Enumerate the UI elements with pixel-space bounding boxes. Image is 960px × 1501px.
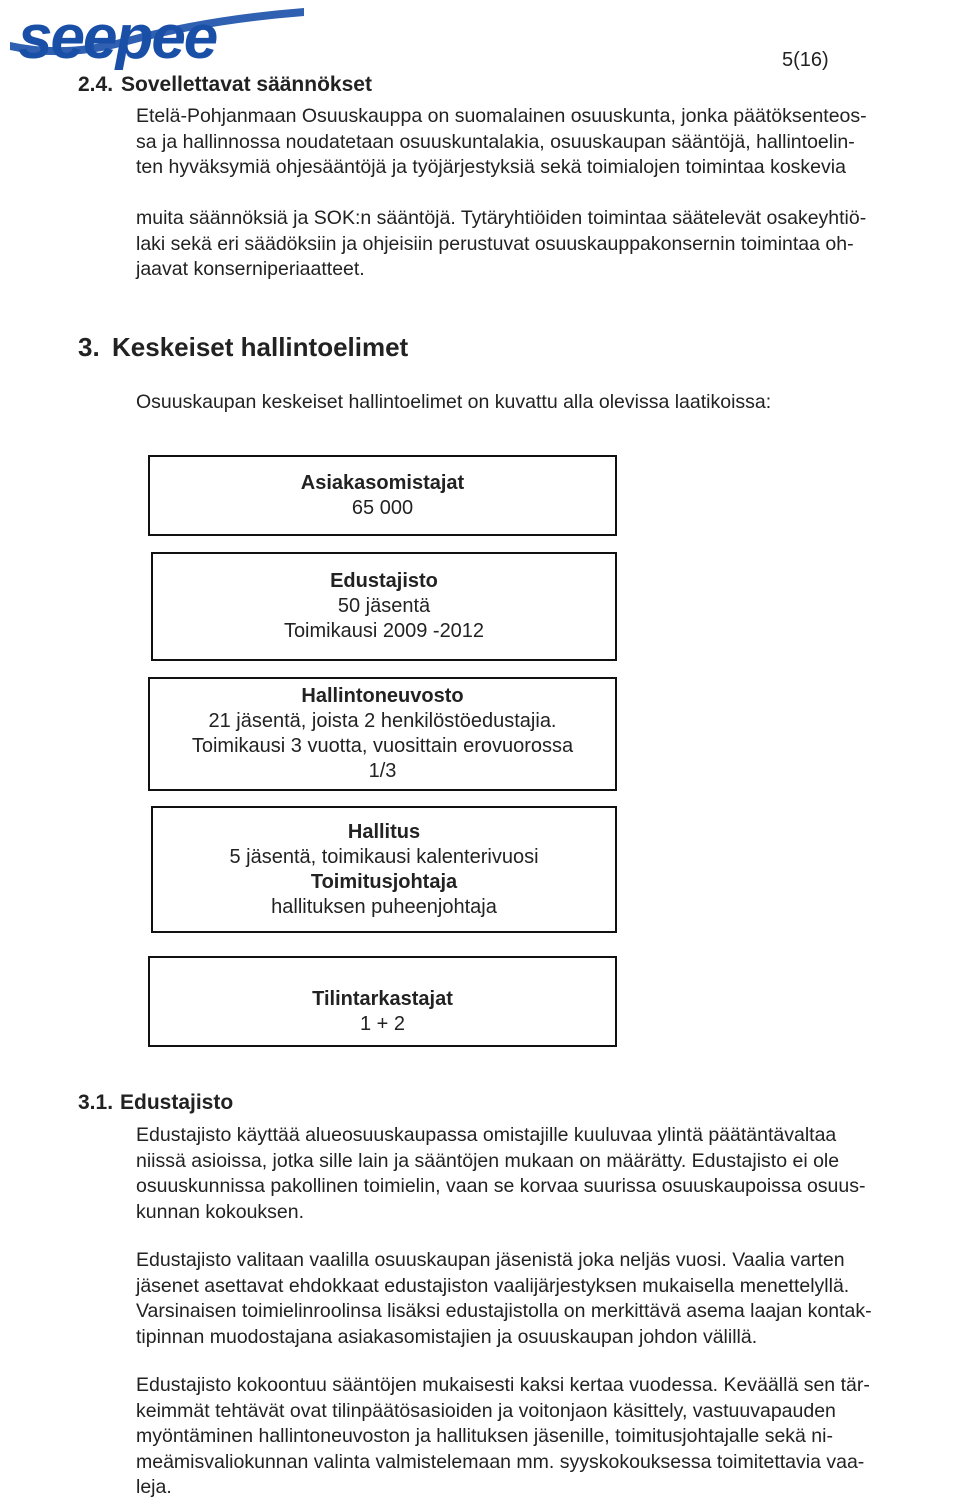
box-title: Hallintoneuvosto: [301, 685, 464, 707]
section-2-4-paragraph-2: [136, 206, 954, 283]
text-line: laki sekä eri säädöksiin ja ohjeisiin perustuvat osuuskauppakonsernin toimintaa oh-: [136, 232, 854, 255]
seepee-logo: [4, 2, 314, 70]
section-3-1-paragraph-3: [136, 1373, 954, 1501]
logo-text: seepee: [18, 3, 217, 70]
box-line: 50 jäsentä: [337, 595, 431, 617]
text-line: myöntäminen hallintoneuvoston ja hallituksen jäsenille, toimitusjohtajalle sekä ni-: [136, 1425, 833, 1447]
section-3-number: 3.: [78, 332, 100, 362]
text-line: muita säännöksiä ja SOK:n sääntöjä. Tytäryhtiöiden toimintaa säätelevät osakeyhtiö-: [136, 207, 867, 229]
section-2-4-paragraph-1: [136, 104, 954, 181]
section-3-1-title: Edustajisto: [120, 1091, 234, 1114]
box-edustajisto: [151, 552, 617, 661]
text-line: kunnan kokouksen.: [136, 1200, 305, 1223]
section-3-intro: Osuuskaupan keskeiset hallintoelimet on kuvattu alla olevissa laatikoissa:: [136, 391, 772, 413]
text-line: tipinnan muodostajana asiakasomistajien ja osuuskaupan johdon välillä.: [136, 1325, 758, 1348]
box-title: Edustajisto: [330, 570, 438, 592]
text-line: keimmät tehtävät ovat tilinpäätösasioiden ja voitonjaon käsittely, vastuuvapauden: [136, 1399, 836, 1422]
text-line: jäsenet asettavat ehdokkaat edustajiston vaalijärjestyksen mukaisella menettelyllä.: [136, 1274, 850, 1297]
text-line: Edustajisto kokoontuu sääntöjen mukaisesti kaksi kertaa vuodessa. Keväällä sen tär-: [136, 1374, 870, 1396]
page-number: 5(16): [782, 49, 829, 71]
text-line: Edustajisto käyttää alueosuuskaupassa omistajille kuuluvaa ylintä päätäntävaltaa: [136, 1124, 837, 1146]
section-2-4-title: Sovellettavat säännökset: [121, 73, 372, 96]
box-hallitus: [151, 806, 617, 933]
section-3-1-paragraph-2: [136, 1248, 954, 1350]
box-line: 5 jäsentä, toimikausi kalenterivuosi: [229, 845, 539, 868]
box-line: Toimikausi 2009 -2012: [283, 620, 485, 642]
text-line: leja.: [136, 1476, 172, 1498]
text-line: jaavat konserniperiaatteet.: [136, 258, 365, 280]
text-line: Edustajisto valitaan vaalilla osuuskaupan jäsenistä joka neljäs vuosi. Vaalia varten: [136, 1249, 845, 1271]
box-line: 1 + 2: [359, 1012, 406, 1035]
box-title: Toimitusjohtaja: [310, 870, 458, 893]
text-line: osuuskunnissa pakollinen toimielin, vaan se korvaa suurissa osuuskaupoissa osuus-: [136, 1175, 866, 1197]
box-line: 1/3: [368, 760, 397, 782]
text-line: Etelä-Pohjanmaan Osuuskauppa on suomalainen osuuskunta, jonka päätöksenteos-: [136, 105, 867, 127]
text-line: Varsinaisen toimielinroolinsa lisäksi edustajistolla on merkittävä asema laajan kontak-: [136, 1300, 872, 1322]
text-line: meämisvaliokunnan valinta valmistelemaan mm. syyskokouksessa toimitettavia vaa-: [136, 1450, 865, 1473]
box-line: Toimikausi 3 vuotta, vuosittain erovuorossa: [191, 735, 574, 757]
box-line: hallituksen puheenjohtaja: [271, 895, 497, 918]
box-title: Tilintarkastajat: [312, 987, 453, 1010]
box-title: Asiakasomistajat: [300, 471, 465, 494]
box-line: 65 000: [351, 496, 414, 519]
section-3-title: Keskeiset hallintoelimet: [112, 332, 409, 362]
box-title: Hallitus: [347, 820, 421, 843]
box-line: 21 jäsentä, joista 2 henkilöstöedustajia.: [208, 710, 557, 732]
section-3-1-number: 3.1.: [78, 1091, 114, 1114]
section-3-1-paragraph-1: [136, 1123, 954, 1225]
text-line: niissä asioissa, jotka sille lain ja sääntöjen mukaan on määrätty. Edustajisto ei ole: [136, 1149, 840, 1172]
box-tilintarkastajat: [148, 956, 617, 1047]
text-line: sa ja hallinnossa noudatetaan osuuskuntalakia, osuuskaupan sääntöjä, hallintoelin-: [136, 130, 855, 153]
section-2-4-number: 2.4.: [78, 73, 114, 96]
text-line: ten hyväksymiä ohjesääntöjä ja työjärjestyksiä sekä toimialojen toimintaa koskevia: [136, 156, 846, 178]
box-asiakasomistajat: [148, 455, 617, 536]
box-hallintoneuvosto: [148, 677, 617, 791]
